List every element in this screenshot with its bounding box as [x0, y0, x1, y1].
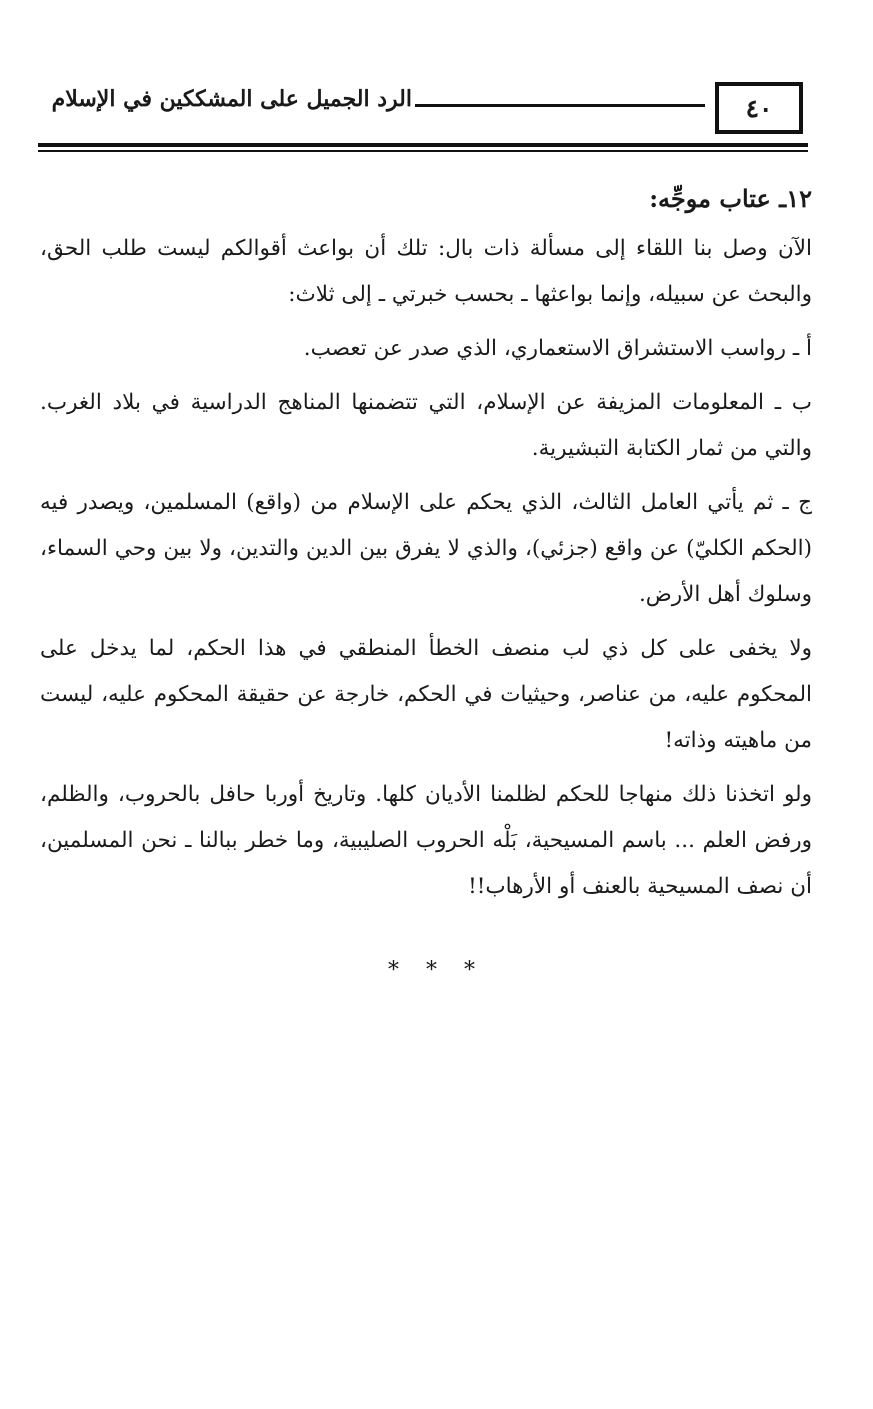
paragraph-history: ولو اتخذنا ذلك منهاجا للحكم لظلمنا الأديان كلها. وتاريخ أوربا حافل بالحروب، والظلم، ورفض العلم ... باسم المسيحية، بَلْه الحروب الصليبية، وما خطر ببالنا ـ نحن المسلمين، أن نصف المسيحية بالعنف أو الأرهاب!! — [40, 782, 812, 899]
paragraph-intro: الآن وصل بنا اللقاء إلى مسألة ذات بال: تلك أن بواعث أقوالكم ليست طلب الحق، والبحث عن سبيله، وإنما بواعثها ـ بحسب خبرتي ـ إلى ثلاث: — [40, 236, 812, 307]
paragraph-item-a: أ ـ رواسب الاستشراق الاستعماري، الذي صدر عن تعصب. — [303, 336, 812, 361]
main-text — [40, 176, 812, 918]
paragraph-item-b: ب ـ المعلومات المزيفة عن الإسلام، التي تتضمنها المناهج الدراسية في بلاد الغرب. والتي من ثمار الكتابة التبشيرية. — [40, 390, 812, 461]
paragraph-logic: ولا يخفى على كل ذي لب منصف الخطأ المنطقي في هذا الحكم، لما يدخل على المحكوم عليه، من عناصر، وحيثيات في الحكم، خارجة عن حقيقة المحكوم عليه، ليست من ماهيته وذاته! — [40, 636, 812, 753]
header-rule-thick — [38, 143, 808, 147]
section-separator: * * * — [388, 958, 485, 983]
page-number-text: ٤٠ — [745, 93, 773, 123]
header-rule-thin — [38, 150, 808, 152]
section-heading: ١٢ـ عتاب موجِّه: — [649, 184, 812, 213]
header-line — [415, 104, 705, 107]
book-title: الرد الجميل على المشككين في الإسلام — [51, 86, 412, 112]
paragraph-item-c: ج ـ ثم يأتي العامل الثالث، الذي يحكم على الإسلام من (واقع) المسلمين، ويصدر فيه (الحكم الكليّ) عن واقع (جزئي)، والذي لا يفرق بين الدين والتدين، ولا بين وحي السماء، وسلوك أهل الأرض. — [40, 490, 812, 607]
page-number — [715, 82, 803, 134]
